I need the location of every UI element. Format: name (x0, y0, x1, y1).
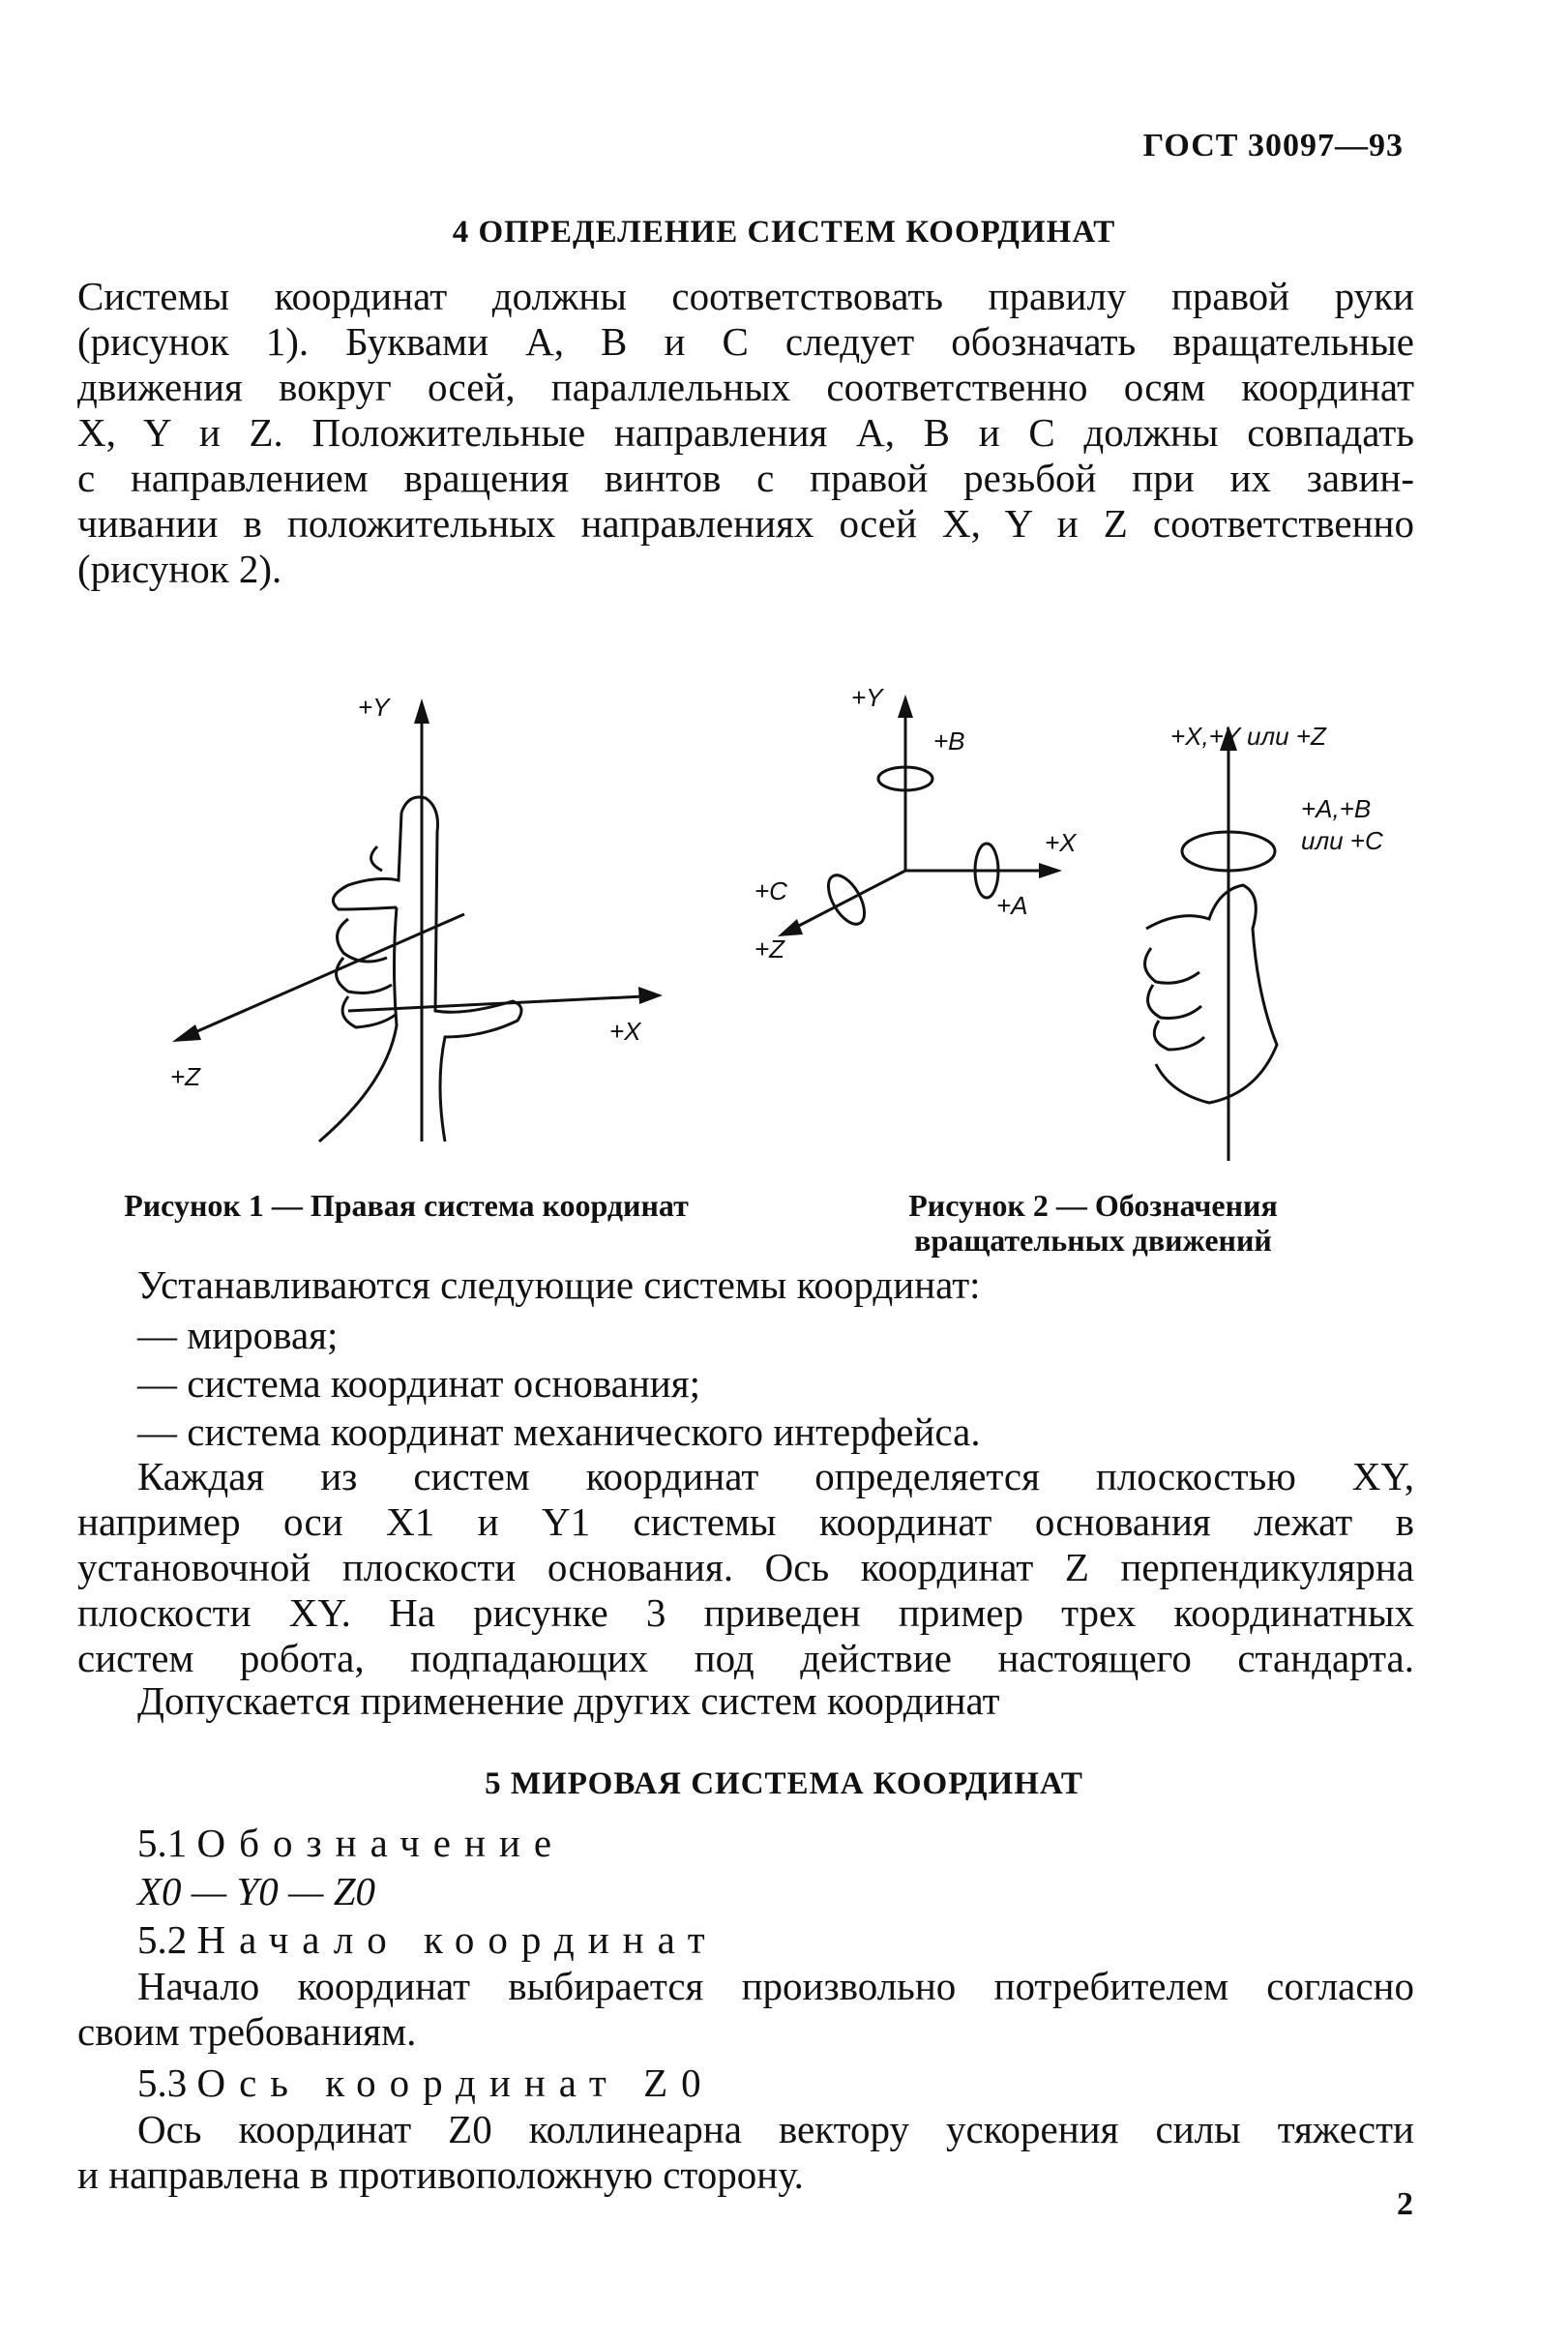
section-4-paragraph-2 (77, 1454, 1414, 1681)
paragraph-line: например оси X1 и Y1 системы координат основания лежат в (77, 1499, 1414, 1544)
subsection-5-2-text (77, 1964, 1414, 2055)
figure-1-caption: Рисунок 1 — Правая система координат (124, 1188, 689, 1223)
subsection-5-2-heading (137, 1915, 1474, 1964)
page-number: 2 (1397, 2186, 1413, 2222)
paragraph-line: систем робота, подпадающих под действие настоящего стандарта. (77, 1636, 1414, 1680)
subsection-5-3-text (77, 2107, 1414, 2198)
paragraph-line: и направлена в противоположную сторону. (77, 2152, 804, 2197)
triad-y-arrowhead (898, 695, 913, 718)
x-axis-line (348, 996, 643, 1011)
paragraph-line: Системы координат должны соответствовать правилу правой руки (77, 274, 1414, 318)
figure-2-label-combo-rotation-1: +A,+B (1301, 794, 1372, 823)
list-item: — система координат механического интерфейса. (137, 1409, 981, 1454)
world-coordinate-designation: X0 — Y0 — Z0 (137, 1869, 376, 1913)
subsection-number: 5.2 (137, 1917, 188, 1962)
section-4-paragraph-3: Допускается применение других систем координат (137, 1678, 1000, 1723)
triad-z-axis (793, 871, 905, 929)
paragraph-line: плоскости XY. На рисунке 3 приведен пример трех координатных (77, 1590, 1414, 1635)
figure-1-label-x: +X (609, 1017, 641, 1046)
paragraph-line: (рисунок 2). (77, 547, 282, 591)
list-item: — мировая; (137, 1313, 339, 1357)
figure-2-label-combo-axis: +X,+Y или +Z (1170, 722, 1326, 751)
figure-2-caption-line-2: вращательных движений (914, 1223, 1272, 1258)
figure-2-label-z: +Z (754, 934, 785, 963)
triad-x-arrowhead (1039, 863, 1062, 878)
figure-1-label-z: +Z (170, 1062, 201, 1091)
section-5-title: 5 МИРОВАЯ СИСТЕМА КООРДИНАТ (485, 1766, 1083, 1801)
subsection-5-1-heading (137, 1819, 1474, 1867)
paragraph-line: Каждая из систем координат определяется плоскостью XY, (137, 1454, 1414, 1498)
paragraph-line: движения вокруг осей, параллельных соответственно осям координат (77, 365, 1414, 409)
paragraph-line: чивании в положительных направлениях осей X, Y и Z соответственно (77, 501, 1414, 546)
figure-1-label-y: +Y (358, 693, 390, 722)
subsection-5-3-heading (137, 2059, 1474, 2107)
paragraph-line: с направлением вращения винтов с правой резьбой при их завин- (77, 456, 1414, 500)
paragraph-line: своим требованиям. (77, 2009, 417, 2054)
paragraph-line: Начало координат выбирается произвольно потребителем согласно (137, 1964, 1414, 2008)
figure-2-label-x: +X (1045, 828, 1077, 857)
figure-2-label-b: +B (933, 726, 965, 756)
figure-2-label-a: +A (996, 891, 1028, 920)
paragraph-line: (рисунок 1). Буквами A, B и C следует обозначать вращательные (77, 319, 1414, 364)
list-item: — система координат основания; (137, 1361, 700, 1406)
y-axis-arrowhead (414, 698, 429, 724)
z-axis-arrowhead (172, 1024, 201, 1042)
x-axis-arrowhead (638, 987, 663, 1004)
subsection-number: 5.3 (137, 2060, 188, 2105)
figure-2-label-combo-rotation-2: или +C (1301, 826, 1383, 855)
figure-2-label-y: +Y (851, 683, 883, 712)
figure-2-caption-line-1: Рисунок 2 — Обозначения (908, 1188, 1278, 1223)
subsection-number: 5.1 (137, 1821, 188, 1865)
figure-2-rotation-diagram (754, 677, 1432, 1161)
section-4-paragraph-1 (77, 274, 1414, 592)
paragraph-line: Ось координат Z0 коллинеарна вектору ускорения силы тяжести (137, 2107, 1414, 2151)
subsection-title: Обозначение (196, 1821, 566, 1865)
subsection-title: Начало координат (196, 1917, 719, 1962)
figure-2-label-c: +C (754, 876, 787, 905)
paragraph-line: установочной плоскости основания. Ось координат Z перпендикулярна (77, 1545, 1414, 1589)
document-code: ГОСТ 30097—93 (1142, 128, 1404, 163)
coordinate-systems-intro: Устанавливаются следующие системы координат: (137, 1262, 981, 1307)
subsection-title: Ось координат Z0 (196, 2060, 715, 2105)
paragraph-line: X, Y и Z. Положительные направления A, B и C должны совпадать (77, 410, 1414, 455)
figure-1-right-hand-diagram (155, 677, 696, 1161)
section-4-title: 4 ОПРЕДЕЛЕНИЕ СИСТЕМ КООРДИНАТ (452, 215, 1116, 250)
